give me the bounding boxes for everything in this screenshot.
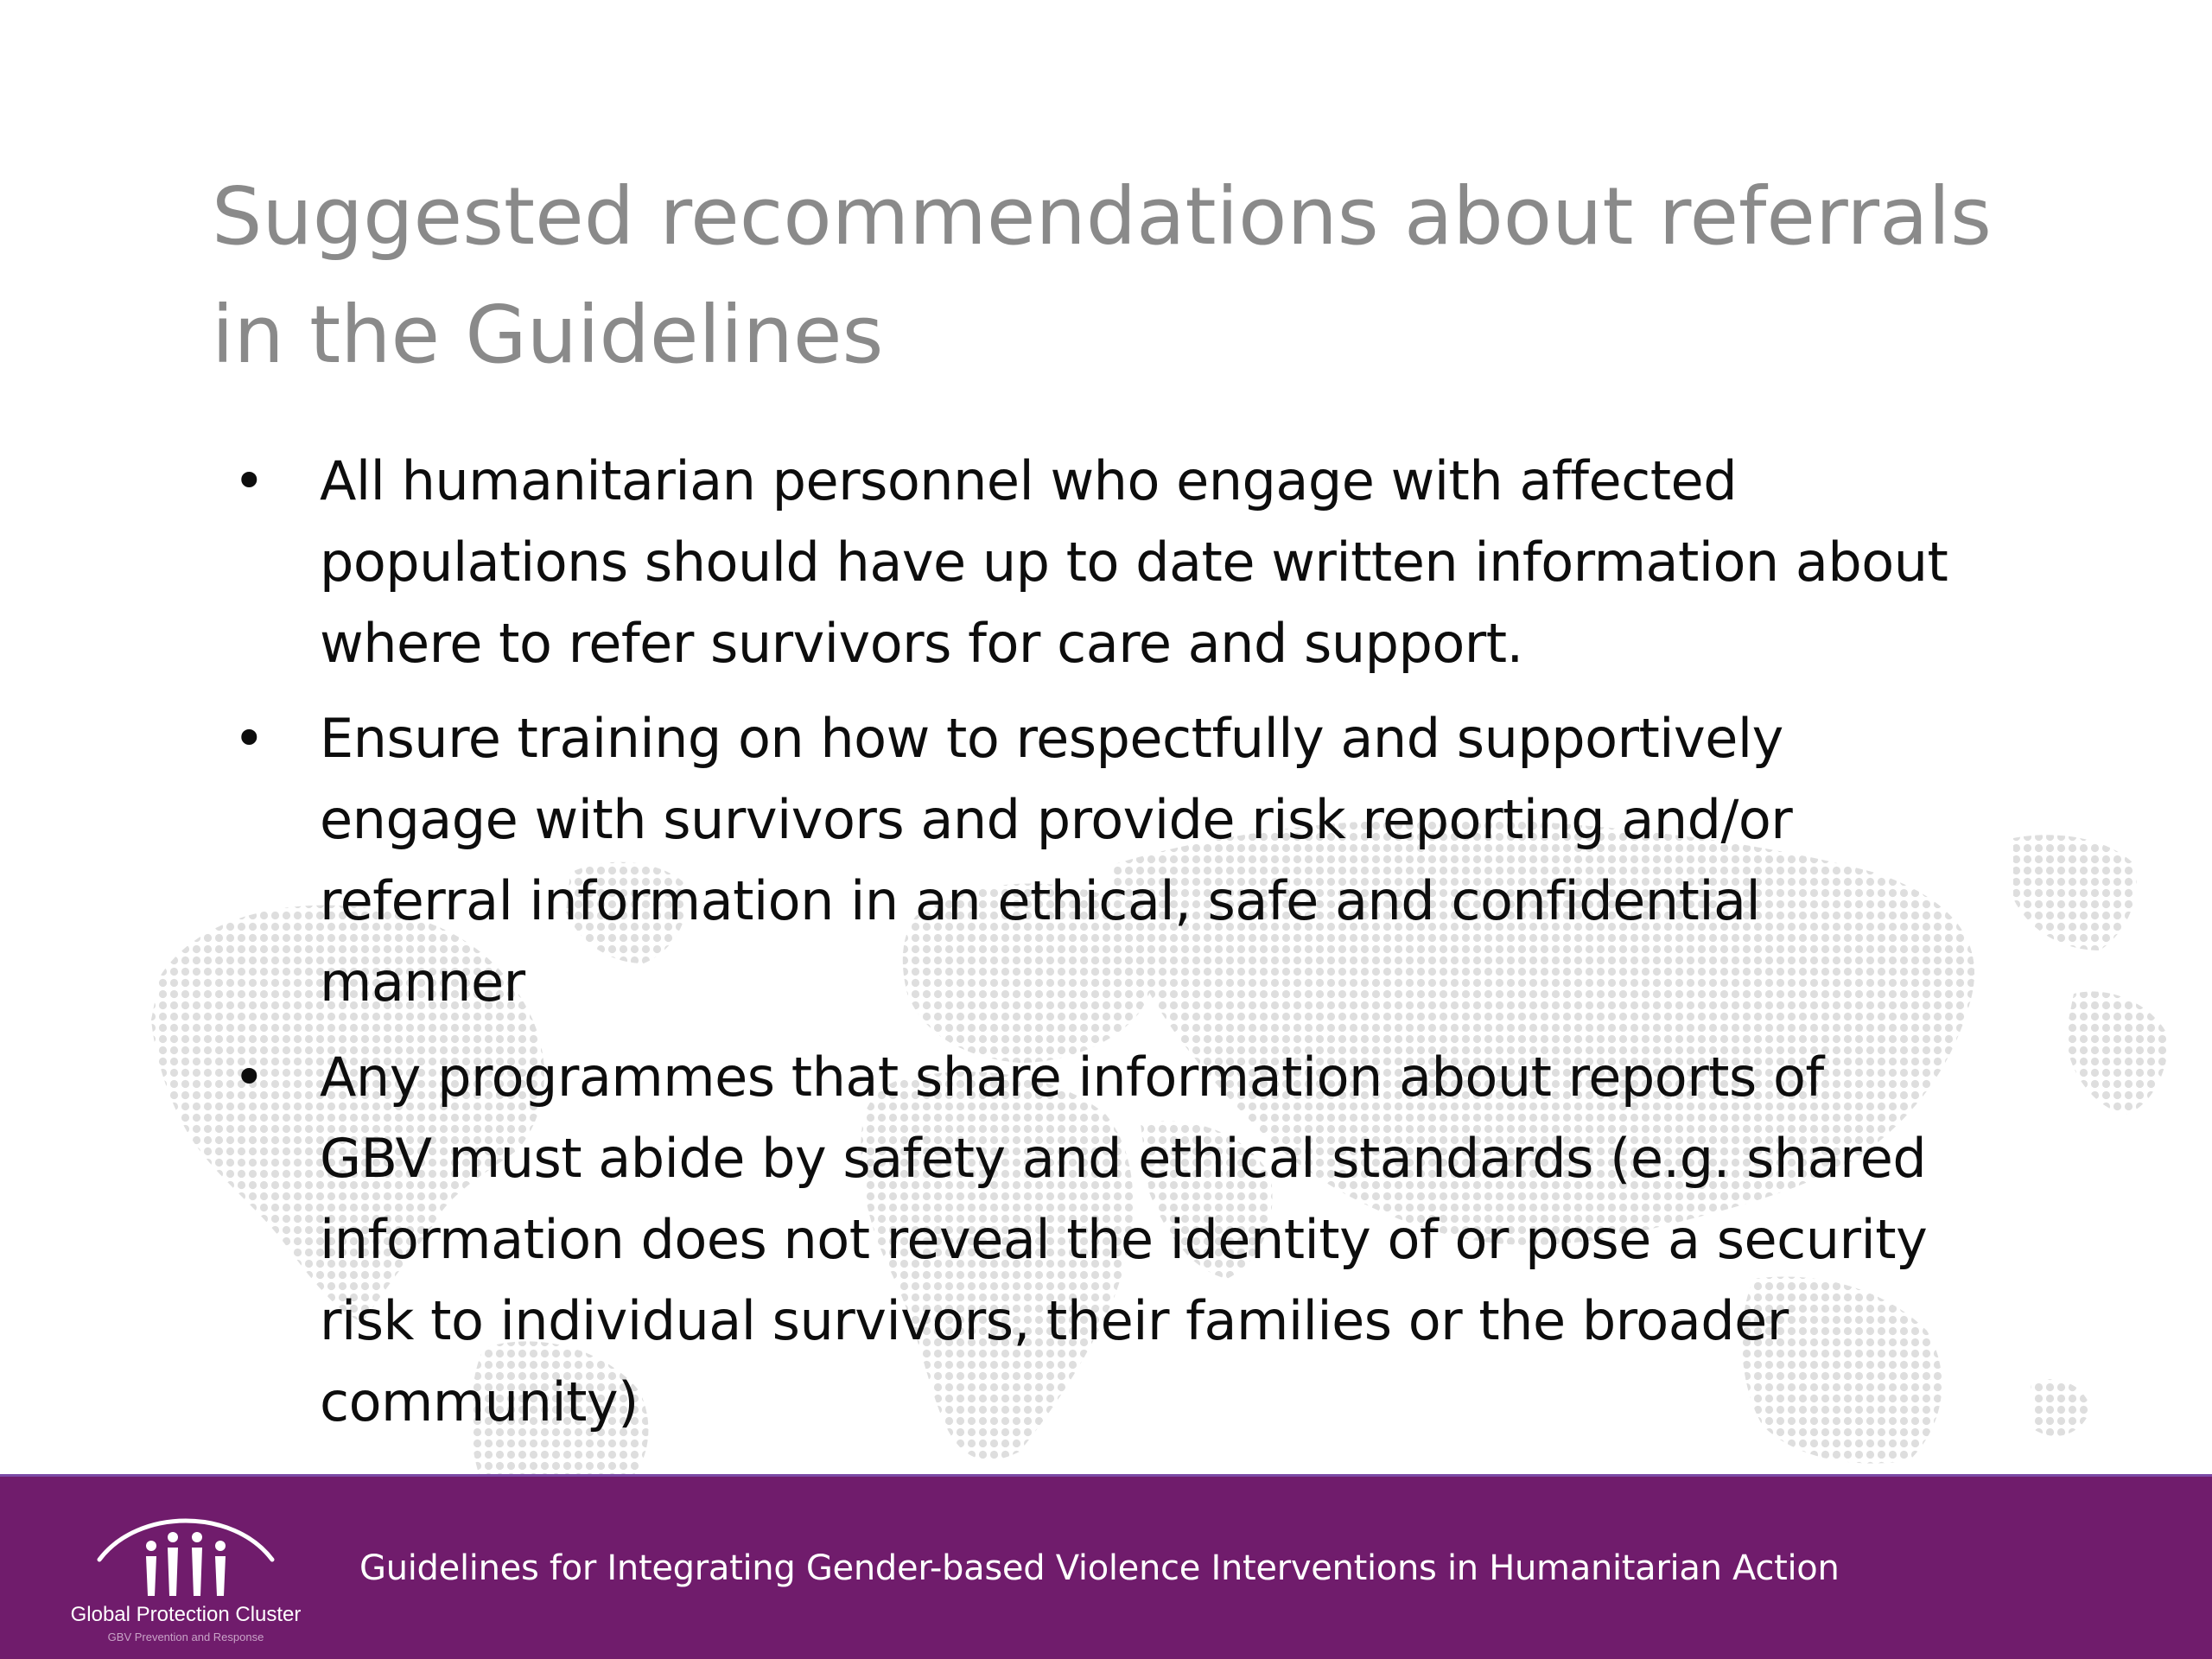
bullet-icon: • [233, 707, 265, 770]
logo-name: Global Protection Cluster [70, 1603, 302, 1626]
footer-bar [0, 1474, 2212, 1659]
bullet-list [212, 441, 1948, 1457]
title-line-1: Suggested recommendations about referrals [212, 170, 1992, 263]
bullet-item [212, 441, 1948, 684]
people-arc-icon [86, 1501, 285, 1605]
bullet-icon: • [233, 449, 265, 512]
bullet-text: Any programmes that share information about reports of GBV must abide by safety and ethical standards (e.g. shared information does not reveal the identity of or pose a security risk to individual survivors, their families or the broader community) [320, 1046, 1928, 1433]
bullet-item [212, 698, 1948, 1023]
bullet-icon: • [233, 1046, 265, 1109]
footer-title: Guidelines for Integrating Gender-based Violence Interventions in Humanitarian Action [359, 1548, 1840, 1588]
global-protection-cluster-logo [60, 1501, 311, 1648]
logo-subtitle: GBV Prevention and Response [107, 1630, 264, 1643]
bullet-text: All humanitarian personnel who engage with affected populations should have up to date written information about where to refer survivors for care and support. [320, 449, 1948, 675]
bullet-item [212, 1037, 1948, 1443]
title-line-2: in the Guidelines [212, 289, 884, 381]
bullet-text: Ensure training on how to respectfully and supportively engage with survivors and provide risk reporting and/or referral information in an ethical, safe and confidential manner [320, 707, 1793, 1014]
slide-title [212, 157, 2061, 394]
